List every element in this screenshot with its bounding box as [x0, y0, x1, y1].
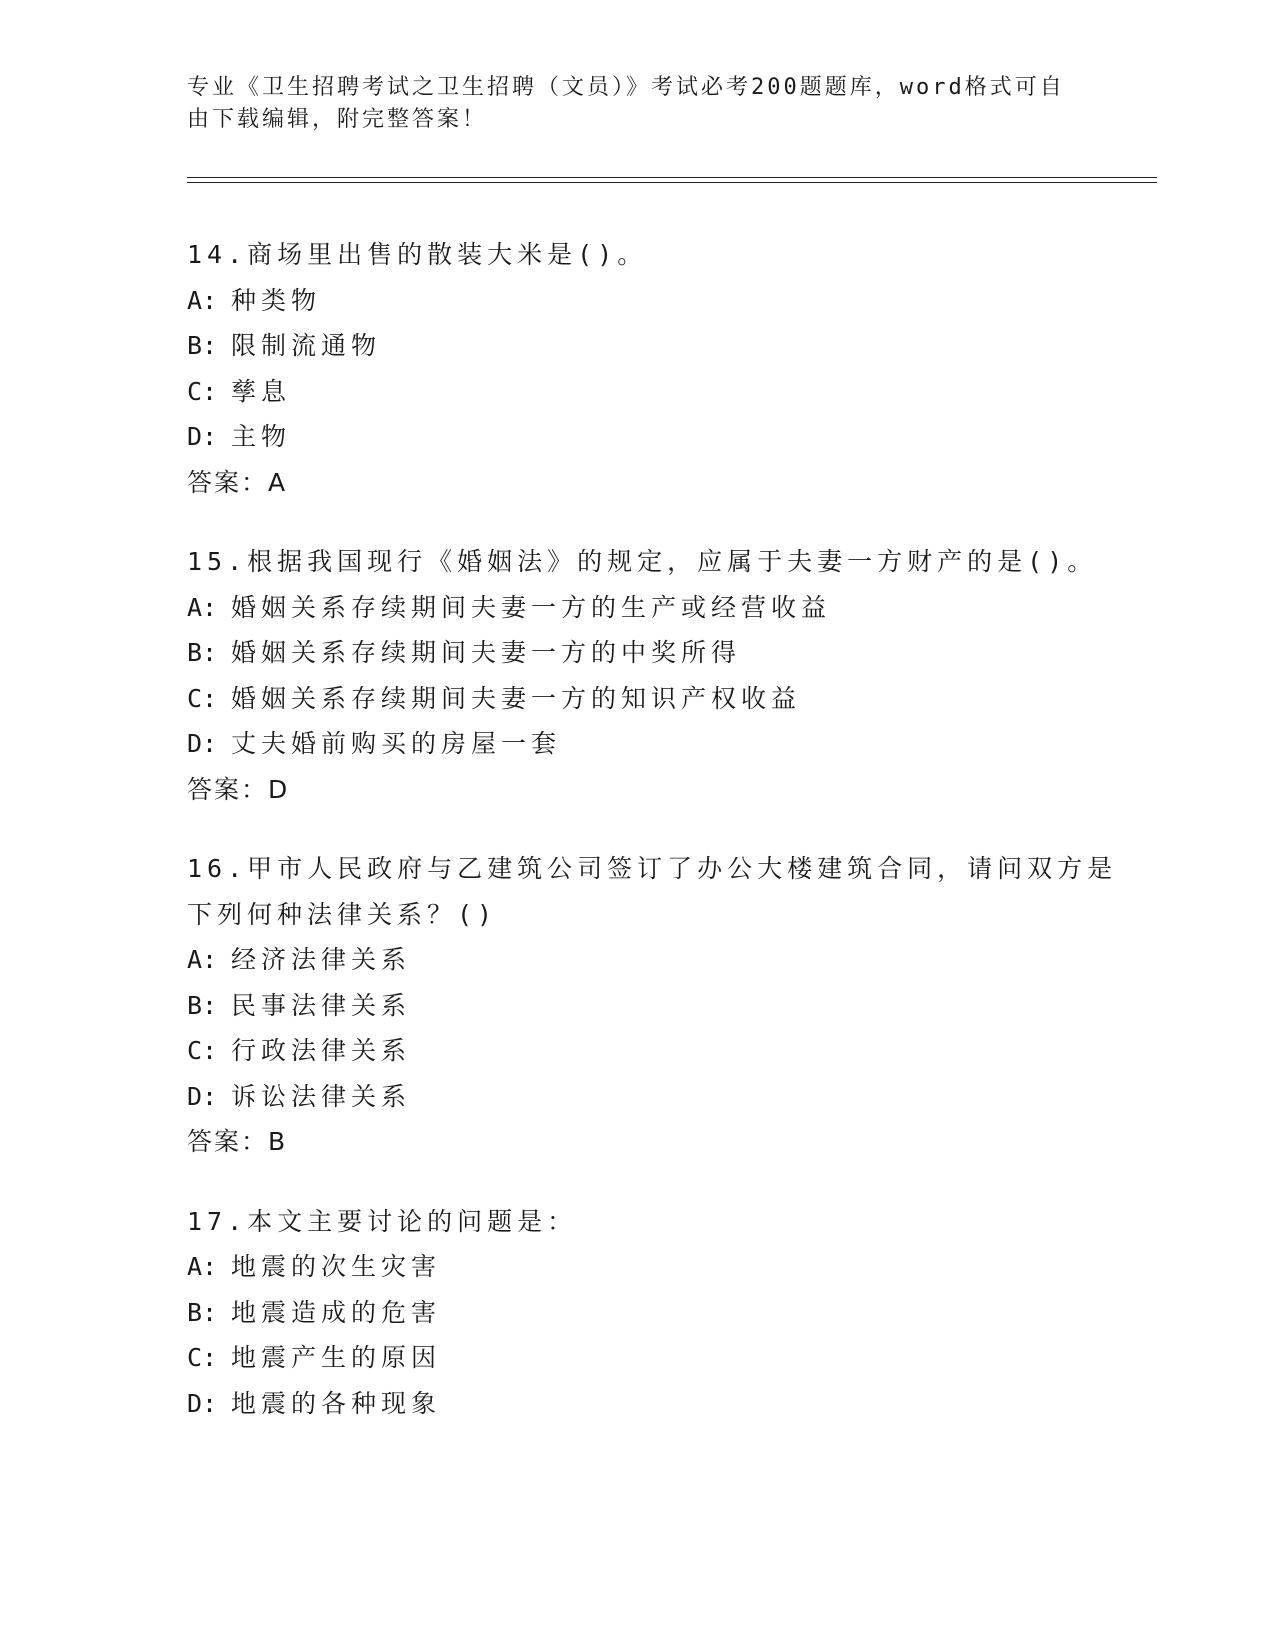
option-c [187, 1335, 1147, 1381]
option-letter: D: [187, 422, 218, 451]
option-letter: D: [187, 1388, 218, 1418]
option-text: 诉讼法律关系 [231, 1081, 412, 1111]
option-c [187, 676, 1147, 722]
header-divider-bottom [187, 182, 1157, 183]
option-letter: C: [187, 376, 218, 406]
option-text: 经济法律关系 [231, 945, 412, 974]
answer-line: 答案：B [187, 1127, 288, 1156]
question-16 [187, 846, 1147, 1165]
option-d [187, 1381, 1147, 1427]
question-list [187, 232, 1147, 1460]
option-d [187, 721, 1147, 767]
option-text: 主物 [231, 422, 292, 451]
question-stem: 17.本文主要讨论的问题是： [187, 1206, 578, 1236]
option-a [187, 585, 1147, 631]
question-stem-line-1: 16.甲市人民政府与乙建筑公司签订了办公大楼建筑合同，请问双方是 [187, 854, 1118, 883]
question-14 [187, 232, 1147, 505]
option-a [187, 937, 1147, 983]
option-text: 地震的各种现象 [231, 1388, 442, 1418]
question-stem-line-2: 下列何种法律关系？() [187, 899, 498, 929]
option-letter: B: [187, 638, 218, 667]
option-letter: C: [187, 1343, 218, 1372]
answer-line: 答案：D [187, 774, 290, 804]
option-b [187, 1290, 1147, 1336]
option-text: 丈夫婚前购买的房屋一套 [231, 729, 562, 758]
option-letter: A: [187, 1252, 218, 1281]
option-b [187, 983, 1147, 1029]
option-letter: B: [187, 990, 218, 1020]
question-15 [187, 539, 1147, 812]
option-letter: C: [187, 683, 218, 713]
option-a [187, 278, 1147, 324]
option-letter: D: [187, 729, 218, 758]
option-letter: C: [187, 1036, 218, 1065]
option-text: 行政法律关系 [231, 1036, 412, 1065]
question-17 [187, 1199, 1147, 1427]
option-letter: B: [187, 331, 218, 360]
option-letter: A: [187, 285, 218, 315]
option-text: 婚姻关系存续期间夫妻一方的中奖所得 [231, 638, 742, 667]
option-c [187, 1028, 1147, 1074]
answer-line: 答案：A [187, 467, 288, 497]
header-line-2: 由下载编辑，附完整答案！ [187, 107, 488, 132]
option-text: 地震造成的危害 [231, 1297, 442, 1327]
header-divider-top [187, 177, 1157, 178]
header-line-1: 专业《卫生招聘考试之卫生招聘（文员）》考试必考200题题库，word格式可自 [187, 75, 1065, 100]
option-text: 民事法律关系 [231, 990, 412, 1020]
option-a [187, 1244, 1147, 1290]
option-b [187, 630, 1147, 676]
option-text: 地震的次生灾害 [231, 1252, 442, 1281]
option-letter: A: [187, 592, 218, 622]
option-text: 婚姻关系存续期间夫妻一方的生产或经营收益 [231, 592, 832, 622]
option-text: 种类物 [231, 285, 322, 315]
option-d [187, 1074, 1147, 1120]
option-text: 地震产生的原因 [231, 1343, 442, 1372]
option-c [187, 369, 1147, 415]
option-letter: D: [187, 1081, 218, 1111]
option-letter: B: [187, 1297, 218, 1327]
question-stem: 14.商场里出售的散装大米是()。 [187, 240, 648, 269]
document-header [187, 72, 1067, 136]
option-d [187, 414, 1147, 460]
option-text: 婚姻关系存续期间夫妻一方的知识产权收益 [231, 683, 802, 713]
option-letter: A: [187, 945, 218, 974]
question-stem: 15.根据我国现行《婚姻法》的规定，应属于夫妻一方财产的是()。 [187, 547, 1098, 576]
option-text: 限制流通物 [231, 331, 382, 360]
option-b [187, 323, 1147, 369]
option-text: 孳息 [231, 376, 292, 406]
